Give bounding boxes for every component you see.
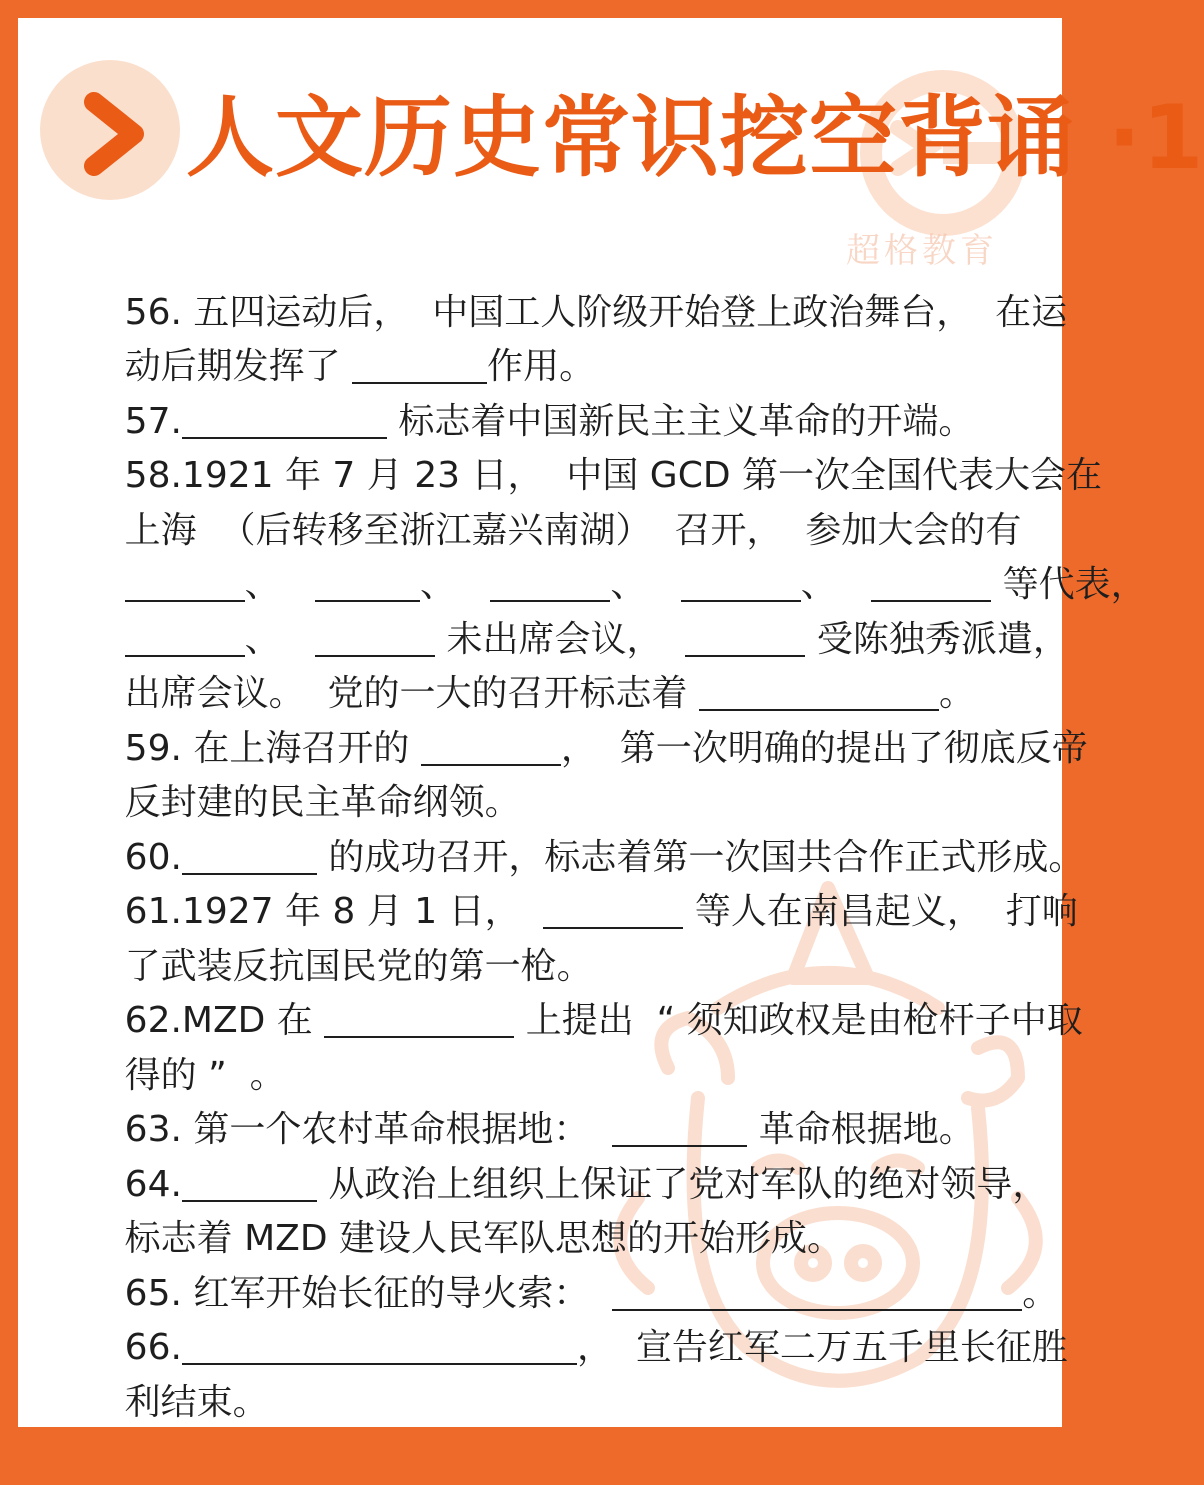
text-segment: 61.1927 年 8 月 1 日，: [124, 891, 544, 932]
answer-blank[interactable]: [352, 342, 487, 384]
text-segment: 65. 红军开始长征的导火索：: [124, 1272, 613, 1314]
text-segment: ， 第一次明确的提出了彻底反帝: [560, 727, 1088, 769]
text-segment: 59. 在上海召开的: [124, 727, 421, 769]
text-segment: 63. 第一个农村革命根据地：: [124, 1109, 613, 1150]
answer-blank[interactable]: [182, 397, 387, 439]
text-segment: 。: [1022, 1272, 1059, 1314]
question-list: [56, 231, 1147, 1423]
answer-blank[interactable]: [125, 560, 245, 602]
text-segment: 64.: [124, 1163, 182, 1205]
text-segment: 、: [420, 564, 457, 605]
text-segment: 标志着 MZD 建设人民军队思想的开始形成。: [124, 1218, 844, 1259]
page-title: 人文历史常识挖空背诵 ·1: [186, 86, 1204, 189]
answer-blank[interactable]: [125, 615, 245, 657]
text-segment: 出席会议。 党的一大的召开标志着: [124, 673, 700, 714]
text-segment: 反封建的民主革命纲领。: [124, 782, 521, 823]
text-segment: ， 宣告红军二万五千里长征胜: [576, 1327, 1068, 1368]
text-segment: 革命根据地。: [758, 1109, 975, 1150]
answer-blank[interactable]: [182, 833, 317, 875]
answer-blank[interactable]: [685, 615, 805, 657]
text-segment: 60.: [124, 836, 182, 878]
text-segment: 上海 （后转移至浙江嘉兴南湖） 召开， 参加大会的有: [124, 509, 1022, 551]
text-segment: 动后期发挥了: [124, 346, 353, 387]
answer-blank[interactable]: [315, 615, 435, 657]
answer-blank[interactable]: [490, 560, 610, 602]
answer-blank[interactable]: [681, 560, 801, 602]
answer-blank[interactable]: [315, 560, 420, 602]
text-segment: 等代表，: [1002, 564, 1147, 605]
text-segment: 。: [939, 673, 976, 714]
page-card: [18, 18, 1204, 1427]
text-segment: 从政治上组织上保证了党对军队的绝对领导，: [328, 1163, 1049, 1205]
text-segment: 上提出 “ 须知政权是由枪杆子中取: [525, 1000, 1083, 1041]
answer-blank[interactable]: [421, 724, 561, 766]
answer-blank[interactable]: [871, 560, 991, 602]
text-segment: 未出席会议，: [446, 618, 663, 660]
text-segment: 56. 五四运动后， 中国工人阶级开始登上政治舞台， 在运: [124, 291, 1068, 333]
text-segment: 的成功召开，标志着第一次国共合作正式形成。: [328, 836, 1085, 878]
answer-blank[interactable]: [612, 1269, 1022, 1311]
text-segment: 标志着中国新民主主义革命的开端。: [398, 400, 975, 442]
answer-blank[interactable]: [543, 887, 683, 929]
answer-blank[interactable]: [324, 996, 514, 1038]
text-segment: 66.: [124, 1327, 182, 1368]
text-segment: 等人在南昌起义， 打响: [694, 891, 1078, 932]
text-segment: 57.: [124, 400, 182, 442]
answer-blank[interactable]: [182, 1323, 577, 1365]
text-segment: 58.1921 年 7 月 23 日， 中国 GCD 第一次全国代表大会在: [124, 455, 1102, 496]
answer-blank[interactable]: [699, 669, 939, 711]
text-segment: 、: [800, 564, 837, 605]
text-segment: 得的 ” 。: [124, 1054, 286, 1096]
question-56-line-1: [56, 231, 1068, 333]
chevron-right-icon: [76, 94, 156, 174]
text-segment: 了武装反抗国民党的第一枪。: [124, 945, 593, 987]
watermark-brand: 超格教育: [846, 231, 998, 271]
text-segment: 受陈独秀派遣，: [816, 618, 1069, 660]
text-segment: 作用。: [487, 346, 596, 387]
answer-blank[interactable]: [182, 1160, 317, 1202]
answer-blank[interactable]: [612, 1105, 747, 1147]
text-segment: 利结束。: [124, 1381, 269, 1423]
text-segment: 、: [244, 564, 281, 605]
text-segment: 、: [244, 618, 281, 660]
text-segment: 、: [610, 564, 647, 605]
text-segment: 62.MZD 在: [124, 1000, 325, 1041]
